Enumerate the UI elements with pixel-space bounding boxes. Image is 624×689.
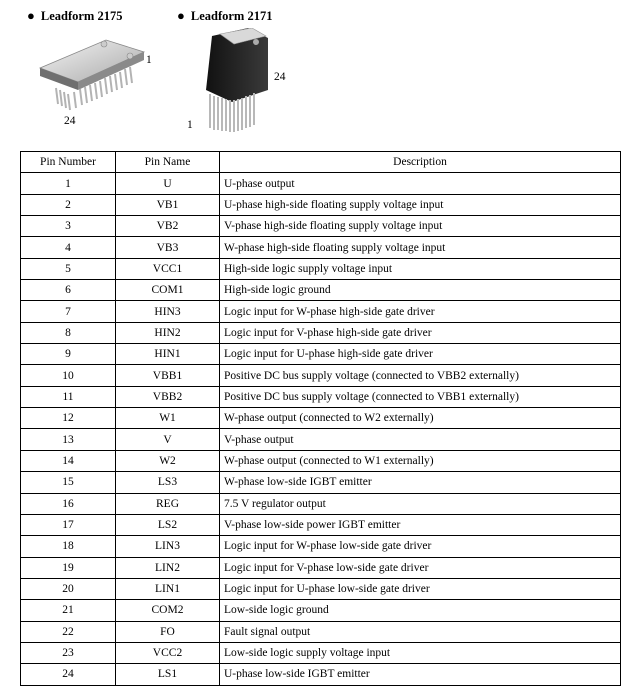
header-description: Description (220, 152, 621, 173)
table-row (21, 557, 621, 578)
bullet-icon: ● (177, 8, 185, 23)
pin-number-cell: 14 (21, 450, 116, 471)
pin-number-cell: 9 (21, 344, 116, 365)
pin-number-cell: 12 (21, 408, 116, 429)
description-cell: U-phase low-side IGBT emitter (220, 664, 621, 685)
table-row (21, 536, 621, 557)
pin-name-cell: VBB1 (116, 365, 220, 386)
table-row (21, 514, 621, 535)
pin-name-cell: COM2 (116, 600, 220, 621)
pin-number-cell: 24 (21, 664, 116, 685)
pin-number-cell: 13 (21, 429, 116, 450)
table-row (21, 301, 621, 322)
pin-name-cell: LIN2 (116, 557, 220, 578)
description-cell: V-phase output (220, 429, 621, 450)
pin-number-cell: 23 (21, 642, 116, 663)
pin-number-cell: 7 (21, 301, 116, 322)
pin-name-cell: LIN1 (116, 578, 220, 599)
pin-number-cell: 21 (21, 600, 116, 621)
description-cell: 7.5 V regulator output (220, 493, 621, 514)
pin-label-first-2171: 1 (187, 119, 193, 131)
pin-number-cell: 6 (21, 280, 116, 301)
table-row (21, 621, 621, 642)
pin-name-cell: LIN3 (116, 536, 220, 557)
pin-name-cell: V (116, 429, 220, 450)
description-cell: Logic input for V-phase high-side gate driver (220, 322, 621, 343)
pin-name-cell: LS3 (116, 472, 220, 493)
table-row (21, 429, 621, 450)
description-cell: Positive DC bus supply voltage (connected to VBB1 externally) (220, 386, 621, 407)
pin-table (20, 151, 621, 686)
header-pin-name: Pin Name (116, 152, 220, 173)
description-cell: Positive DC bus supply voltage (connected to VBB2 externally) (220, 365, 621, 386)
pin-number-cell: 19 (21, 557, 116, 578)
description-cell: Low-side logic supply voltage input (220, 642, 621, 663)
description-cell: Logic input for U-phase high-side gate driver (220, 344, 621, 365)
header-pin-number: Pin Number (21, 152, 116, 173)
description-cell: Fault signal output (220, 621, 621, 642)
pin-name-cell: HIN1 (116, 344, 220, 365)
pin-name-cell: LS1 (116, 664, 220, 685)
table-row (21, 386, 621, 407)
table-row (21, 173, 621, 194)
pin-number-cell: 15 (21, 472, 116, 493)
pin-number-cell: 8 (21, 322, 116, 343)
description-cell: W-phase low-side IGBT emitter (220, 472, 621, 493)
description-cell: Low-side logic ground (220, 600, 621, 621)
table-row (21, 450, 621, 471)
pin-label-last-2175: 24 (64, 115, 76, 127)
pin-number-cell: 16 (21, 493, 116, 514)
pin-number-cell: 11 (21, 386, 116, 407)
table-row (21, 322, 621, 343)
description-cell: U-phase output (220, 173, 621, 194)
table-row (21, 216, 621, 237)
pin-name-cell: HIN3 (116, 301, 220, 322)
table-row (21, 472, 621, 493)
pin-name-cell: VBB2 (116, 386, 220, 407)
pin-name-cell: LS2 (116, 514, 220, 535)
pin-label-last-2171: 24 (274, 71, 286, 83)
table-row (21, 258, 621, 279)
pin-name-cell: VB3 (116, 237, 220, 258)
table-row (21, 237, 621, 258)
pin-number-cell: 18 (21, 536, 116, 557)
pin-number-cell: 10 (21, 365, 116, 386)
table-row (21, 600, 621, 621)
pin-name-cell: REG (116, 493, 220, 514)
table-row (21, 365, 621, 386)
table-row (21, 664, 621, 685)
pin-number-cell: 5 (21, 258, 116, 279)
pin-name-cell: W1 (116, 408, 220, 429)
table-row (21, 493, 621, 514)
pin-number-cell: 2 (21, 194, 116, 215)
pin-number-cell: 17 (21, 514, 116, 535)
description-cell: V-phase high-side floating supply voltage input (220, 216, 621, 237)
description-cell: V-phase low-side power IGBT emitter (220, 514, 621, 535)
package-2175-image (30, 36, 148, 116)
table-row (21, 578, 621, 599)
pin-name-cell: COM1 (116, 280, 220, 301)
package-label-2171: ● Leadform 2171 (177, 8, 273, 23)
pin-number-cell: 4 (21, 237, 116, 258)
pin-name-cell: VB2 (116, 216, 220, 237)
description-cell: High-side logic ground (220, 280, 621, 301)
pin-number-cell: 20 (21, 578, 116, 599)
pin-label-first-2175: 1 (146, 54, 152, 66)
pin-name-cell: W2 (116, 450, 220, 471)
pin-name-cell: VB1 (116, 194, 220, 215)
description-cell: Logic input for W-phase high-side gate driver (220, 301, 621, 322)
description-cell: Logic input for V-phase low-side gate driver (220, 557, 621, 578)
description-cell: U-phase high-side floating supply voltage input (220, 194, 621, 215)
description-cell: W-phase high-side floating supply voltage input (220, 237, 621, 258)
package-2171-image (198, 28, 276, 134)
pin-number-cell: 3 (21, 216, 116, 237)
table-row (21, 642, 621, 663)
table-row (21, 344, 621, 365)
package-label-2175: ● Leadform 2175 (27, 8, 123, 23)
pin-name-cell: HIN2 (116, 322, 220, 343)
table-row (21, 280, 621, 301)
pin-name-cell: FO (116, 621, 220, 642)
pin-name-cell: U (116, 173, 220, 194)
table-row (21, 408, 621, 429)
pin-name-cell: VCC1 (116, 258, 220, 279)
bullet-icon: ● (27, 8, 35, 23)
description-cell: Logic input for W-phase low-side gate driver (220, 536, 621, 557)
table-row (21, 194, 621, 215)
pin-number-cell: 22 (21, 621, 116, 642)
description-cell: Logic input for U-phase low-side gate driver (220, 578, 621, 599)
description-cell: High-side logic supply voltage input (220, 258, 621, 279)
description-cell: W-phase output (connected to W2 externally) (220, 408, 621, 429)
description-cell: W-phase output (connected to W1 externally) (220, 450, 621, 471)
table-header-row (21, 152, 621, 173)
pin-number-cell: 1 (21, 173, 116, 194)
pin-name-cell: VCC2 (116, 642, 220, 663)
